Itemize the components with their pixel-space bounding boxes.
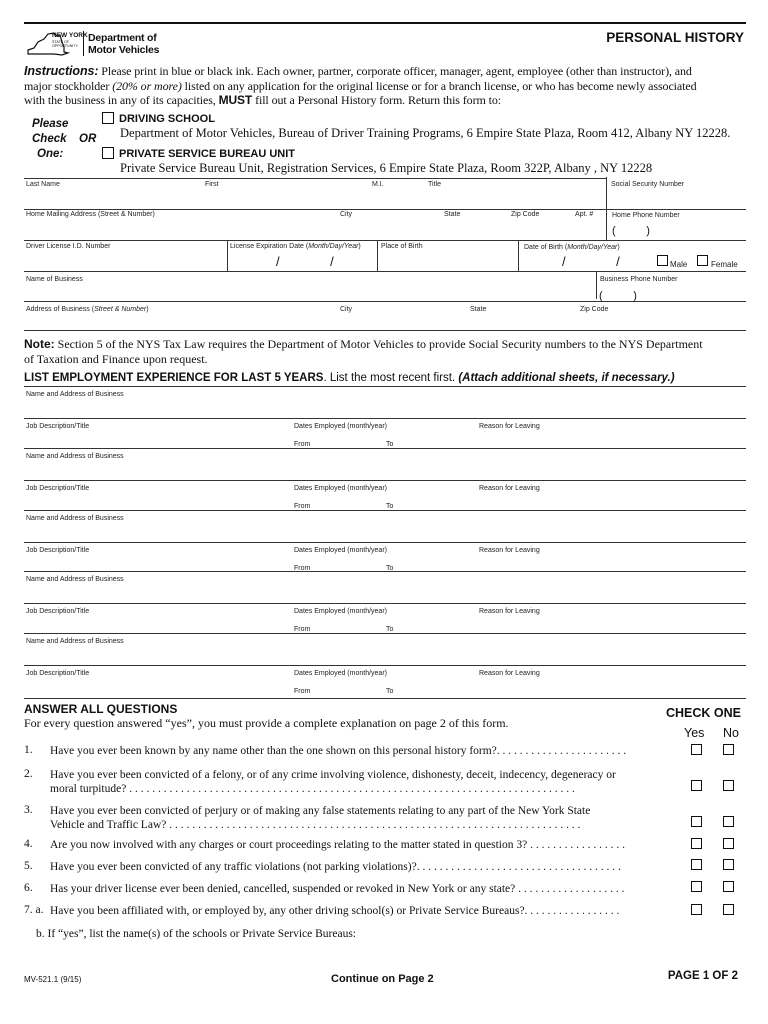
yes-checkbox[interactable] (691, 881, 702, 892)
question-text: Have you ever been convicted of a felony, or of any crime involving violence, dishonesty, deceit, indecency, degeneracy or (50, 769, 616, 781)
male-checkbox[interactable] (657, 255, 668, 266)
grid-line (518, 240, 519, 271)
yes-checkbox[interactable] (691, 838, 702, 849)
employment-to-label: To (386, 626, 394, 633)
home-phone-label: Home Phone Number (612, 212, 680, 219)
question-text: Have you ever been convicted of perjury or of making any false statements relating to any part of the New York State (50, 805, 591, 817)
question-number: 4. (24, 838, 33, 850)
employment-to-label: To (386, 503, 394, 510)
employment-job-label: Job Description/Title (26, 670, 90, 677)
grid-line (596, 271, 597, 299)
employment-name-address-input[interactable] (24, 524, 744, 540)
logo-dept-line2: Motor Vehicles (88, 44, 160, 56)
employment-name-address-input[interactable] (24, 647, 744, 663)
employment-details-input[interactable] (24, 678, 744, 692)
employment-name-address-label: Name and Address of Business (26, 576, 124, 583)
question-7b: b. If “yes”, list the name(s) of the schools or Private Service Bureaus: (36, 928, 356, 940)
employment-divider (24, 698, 746, 699)
no-checkbox[interactable] (723, 744, 734, 755)
yes-checkbox[interactable] (691, 744, 702, 755)
license-exp-slashes[interactable]: / / (276, 254, 334, 269)
employment-to-label: To (386, 565, 394, 572)
form-id: MV-521.1 (9/15) (24, 975, 82, 984)
home-zip-label: Zip Code (511, 211, 540, 218)
one-label: One: (37, 148, 64, 160)
employment-job-label: Job Description/Title (26, 485, 90, 492)
employment-job-label: Job Description/Title (26, 608, 90, 615)
employment-name-address-label: Name and Address of Business (26, 638, 124, 645)
home-city-label: City (340, 211, 353, 218)
grid-line (606, 209, 607, 240)
question-text: Have you ever been known by any name other than the one shown on this personal history form?. . . . . . . . . . . . . . . . . . . . . . . (50, 745, 627, 757)
employment-details-input[interactable] (24, 555, 744, 569)
female-label: Female (711, 260, 738, 269)
employment-divider (24, 665, 746, 666)
female-checkbox[interactable] (697, 255, 708, 266)
question-number: 1. (24, 744, 33, 756)
employment-name-address-label: Name and Address of Business (26, 453, 124, 460)
employment-name-address-label: Name and Address of Business (26, 515, 124, 522)
ssn-label: Social Security Number (611, 181, 685, 188)
page-number: PAGE 1 OF 2 (667, 970, 738, 982)
business-zip-label: Zip Code (580, 306, 609, 313)
instructions-line3c: fill out a Personal History form. Return this form to: (252, 93, 501, 108)
employment-divider (24, 480, 746, 481)
business-phone-area-code[interactable]: ( ) (599, 290, 637, 302)
instructions (24, 64, 748, 108)
employment-details-input[interactable] (24, 431, 744, 445)
no-checkbox[interactable] (723, 780, 734, 791)
employment-divider (24, 448, 746, 449)
ssn-note: Note: Section 5 of the NYS Tax Law requires the Department of Motor Vehicles to provide Social Security numbers to the NYS Department of Taxation and Finance upon request. (24, 337, 703, 366)
yes-header: Yes (684, 726, 705, 740)
employment-name-address-input[interactable] (24, 400, 744, 416)
home-address-label: Home Mailing Address (Street & Number) (26, 211, 155, 218)
grid-line (227, 240, 228, 271)
grid-line (24, 240, 746, 241)
employment-job-label: Job Description/Title (26, 423, 90, 430)
dl-number-label: Driver License I.D. Number (26, 243, 111, 250)
no-header: No (723, 726, 739, 740)
employment-name-address-label: Name and Address of Business (26, 391, 124, 398)
employment-to-label: To (386, 441, 394, 448)
instructions-line2b: (20% or more) (112, 78, 182, 93)
dmv-logo (24, 29, 164, 59)
business-name-label: Name of Business (26, 276, 83, 283)
dob-slashes[interactable]: / / (562, 254, 620, 269)
grid-line (24, 209, 746, 210)
top-rule (24, 22, 746, 24)
employment-from-label: From (294, 626, 311, 633)
grid-line (24, 330, 746, 331)
or-label: OR (79, 133, 97, 145)
employment-divider (24, 418, 746, 419)
employment-divider (24, 633, 746, 634)
question-number: 2. (24, 768, 33, 780)
question-number: 5. (24, 860, 33, 872)
employment-reason-label: Reason for Leaving (479, 547, 540, 554)
logo-divider (83, 31, 84, 56)
question-number: 7. a. (24, 904, 44, 916)
business-address-label: Address of Business (Street & Number) (26, 306, 149, 313)
question-text: Have you ever been convicted of any traffic violations (not parking violations)?. . . . . . . . . . . . . . . . . . . . . . . . . . . . . . . . . . . . (50, 861, 621, 873)
no-checkbox[interactable] (723, 904, 734, 915)
grid-line (606, 177, 607, 210)
employment-to-label: To (386, 688, 394, 695)
check-one-label: CHECK ONE (666, 706, 742, 720)
employment-name-address-input[interactable] (24, 462, 744, 478)
no-checkbox[interactable] (723, 859, 734, 870)
dob-label: Date of Birth (Month/Day/Year) (524, 244, 620, 251)
employment-dates-label: Dates Employed (month/year) (294, 547, 387, 554)
question-number: 6. (24, 882, 33, 894)
employment-heading: LIST EMPLOYMENT EXPERIENCE FOR LAST 5 YEARS. List the most recent first. (Attach additional sheets, if necessary.) (24, 372, 675, 384)
employment-reason-label: Reason for Leaving (479, 608, 540, 615)
yes-checkbox[interactable] (691, 780, 702, 791)
place-of-birth-label: Place of Birth (381, 243, 423, 250)
questions-subheading: For every question answered “yes”, you must provide a complete explanation on page 2 of this form. (24, 716, 509, 730)
driving-school-title: DRIVING SCHOOL (119, 113, 215, 125)
psb-title: PRIVATE SERVICE BUREAU UNIT (119, 148, 296, 160)
yes-checkbox[interactable] (691, 859, 702, 870)
instructions-line1: Please print in blue or black ink. Each owner, partner, corporate officer, manager, agent, employee (other than instructor), and (98, 64, 692, 78)
logo-dept-line1: Department of (88, 32, 157, 44)
please-label: Please (32, 118, 69, 130)
employment-divider (24, 603, 746, 604)
employment-name-address-input[interactable] (24, 585, 744, 601)
psb-address: Private Service Bureau Unit, Registration Services, 6 Empire State Plaza, Room 322P, Albany , NY 12228 (120, 161, 653, 175)
employment-reason-label: Reason for Leaving (479, 670, 540, 677)
last-name-label: Last Name (26, 181, 60, 188)
employment-divider (24, 542, 746, 543)
instructions-must: MUST (218, 93, 253, 108)
question-text: Are you now involved with any charges or court proceedings relating to the matter stated in question 3? . . . . . . . . . . . . . . . . . (50, 839, 625, 851)
question-text-cont: moral turpitude? . . . . . . . . . . . . . . . . . . . . . . . . . . . . . . . . . . . . . . . . . . . . . . . . . . . . . . . . . . . . . . . . . . . . . . . . . . . . . . (50, 783, 575, 795)
employment-from-label: From (294, 688, 311, 695)
question-text-cont: Vehicle and Traffic Law? . . . . . . . . . . . . . . . . . . . . . . . . . . . . . . . . . . . . . . . . . . . . . . . . . . . . . . . . . . . . . . . . . . . . . . . . (50, 819, 581, 831)
employment-from-label: From (294, 503, 311, 510)
grid-line (377, 240, 378, 271)
no-checkbox[interactable] (723, 881, 734, 892)
driving-school-address: Department of Motor Vehicles, Bureau of Driver Training Programs, 6 Empire State Plaza, Room 412, Albany NY 12228. (120, 126, 731, 140)
home-state-label: State (444, 211, 461, 218)
employment-details-input[interactable] (24, 616, 744, 630)
grid-line (24, 178, 606, 179)
logo-subtext: STATE OF OPPORTUNITY. (52, 40, 79, 48)
grid-line (24, 301, 746, 302)
instructions-line3a: with the business in any of its capacities, (24, 93, 219, 108)
employment-dates-label: Dates Employed (month/year) (294, 485, 387, 492)
title-label: Title (428, 181, 441, 188)
psb-checkbox[interactable] (102, 147, 114, 159)
instructions-line2c: listed on any application for the original license or for a branch license, or who has become newly associated (181, 78, 697, 93)
check-label: Check (32, 133, 67, 145)
employment-dates-label: Dates Employed (month/year) (294, 423, 387, 430)
no-checkbox[interactable] (723, 816, 734, 827)
grid-line (24, 271, 746, 272)
page-title: PERSONAL HISTORY (606, 30, 744, 45)
business-phone-label: Business Phone Number (600, 276, 678, 283)
employment-dates-label: Dates Employed (month/year) (294, 608, 387, 615)
yes-checkbox[interactable] (691, 904, 702, 915)
employment-from-label: From (294, 565, 311, 572)
questions-heading: ANSWER ALL QUESTIONS (24, 702, 178, 716)
question-number: 3. (24, 804, 33, 816)
driving-school-checkbox[interactable] (102, 112, 114, 124)
employment-divider (24, 510, 746, 511)
employment-from-label: From (294, 441, 311, 448)
question-text: Have you been affiliated with, or employed by, any other driving school(s) or Private Service Bureaus?. . . . . . . . . . . . . . . . . (50, 905, 620, 917)
business-state-label: State (470, 306, 487, 313)
employment-job-label: Job Description/Title (26, 547, 90, 554)
logo-state: NEW YORK (52, 32, 88, 39)
employment-divider (24, 386, 746, 387)
mi-label: M.I. (372, 181, 384, 188)
employment-reason-label: Reason for Leaving (479, 485, 540, 492)
continue-label: Continue on Page 2 (331, 973, 434, 985)
instructions-lead: Instructions: (24, 64, 99, 78)
instructions-line2a: major stockholder (24, 78, 113, 93)
employment-divider (24, 571, 746, 572)
yes-checkbox[interactable] (691, 816, 702, 827)
employment-dates-label: Dates Employed (month/year) (294, 670, 387, 677)
home-phone-area-code[interactable]: ( ) (612, 225, 650, 237)
no-checkbox[interactable] (723, 838, 734, 849)
license-exp-label: License Expiration Date (Month/Day/Year) (230, 243, 361, 250)
male-label: Male (670, 260, 688, 269)
employment-details-input[interactable] (24, 493, 744, 507)
employment-reason-label: Reason for Leaving (479, 423, 540, 430)
business-city-label: City (340, 306, 353, 313)
apt-label: Apt. # (575, 211, 594, 218)
question-text: Has your driver license ever been denied, cancelled, suspended or revoked in New York or any state? . . . . . . . . . . . . . . . . . . . (50, 883, 625, 895)
name-input-row[interactable] (24, 192, 604, 208)
first-name-label: First (205, 181, 219, 188)
